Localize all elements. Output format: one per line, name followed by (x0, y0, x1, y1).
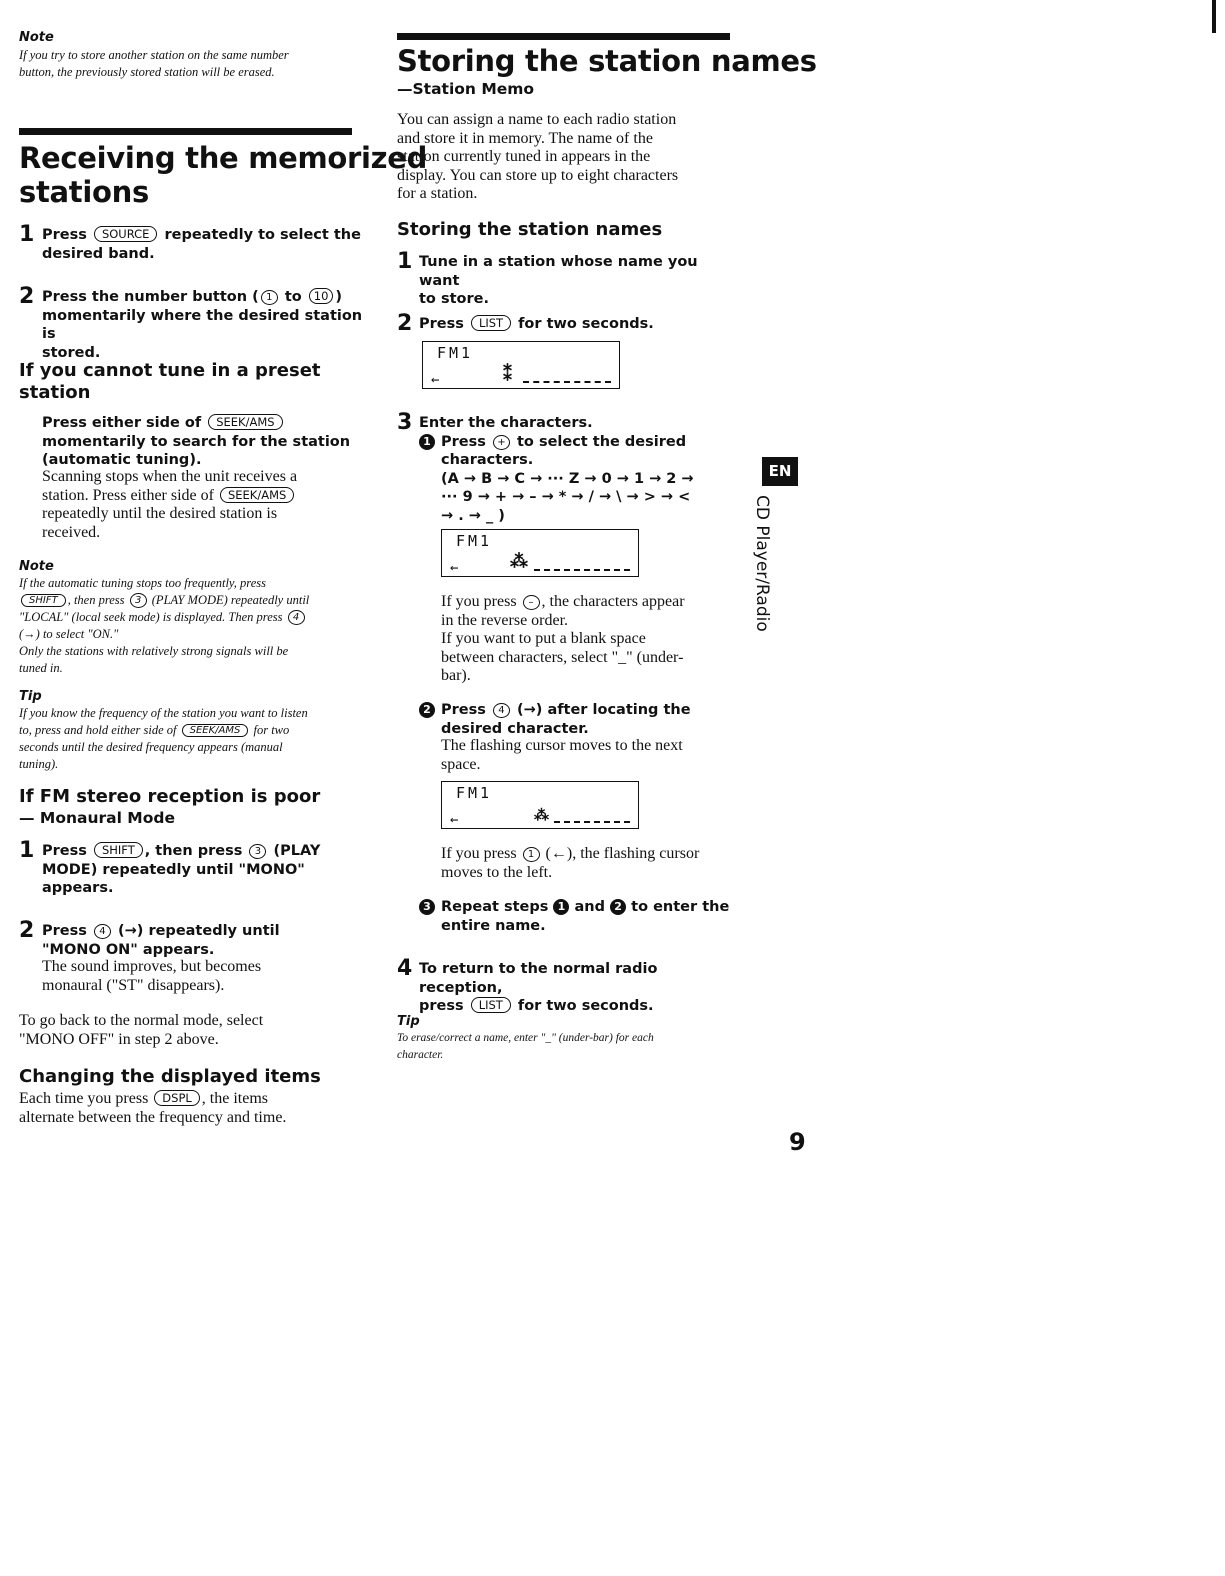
language-tab: EN (762, 457, 798, 486)
subheading-monaural: — Monaural Mode (19, 809, 175, 827)
note-line: If the automatic tuning stops too frequently, press (19, 576, 266, 590)
mono-off-text (19, 1012, 359, 1049)
char-sequence: ··· 9 → + → – → * → / → \ → > → < (441, 489, 691, 505)
lcd-band-text: FM1 (456, 784, 493, 802)
step-text: Press (42, 843, 87, 859)
step-text: and (574, 899, 606, 915)
body-line: moves to the left. (441, 863, 553, 881)
section-title-receiving (19, 141, 427, 209)
body-line: The flashing cursor moves to the next (441, 737, 683, 754)
step-bullet: 1 (553, 899, 569, 915)
step-text: Press (441, 433, 486, 450)
body-line: between characters, select "_" (under- (441, 648, 684, 666)
step-text: (→) repeatedly until (118, 923, 280, 939)
body-line: You can assign a name to each radio station (397, 111, 677, 128)
step-text: appears. (42, 880, 114, 896)
shift-button: SHIFT (21, 594, 66, 607)
step-text: (automatic tuning). (42, 452, 202, 468)
substep-3 (419, 898, 739, 935)
edge-mark (1212, 0, 1216, 33)
lcd-display (422, 341, 620, 389)
tip-line: If you know the frequency of the station you want to listen (19, 706, 308, 720)
seek-ams-button: SEEK/AMS (220, 487, 294, 503)
left-arrow-icon: ← (450, 812, 459, 828)
step-text: To return to the normal radio reception, (419, 961, 658, 996)
step-bullet: 2 (610, 899, 626, 915)
body-line: If you press (441, 845, 517, 862)
body-line: , the characters appear (541, 593, 685, 610)
subheading-displayed-items: Changing the displayed items (19, 1066, 321, 1087)
subheading-cannot-tune (19, 360, 321, 404)
plus-button: + (493, 435, 510, 450)
step-1-text (42, 226, 362, 263)
list-button: LIST (471, 997, 511, 1013)
step-text: (→) after locating the (517, 702, 691, 718)
body-line: alternate between the frequency and time. (19, 1108, 287, 1126)
lcd-char-placeholders (554, 821, 630, 823)
tip-label: Tip (397, 1014, 420, 1029)
step-text: Press (441, 702, 486, 718)
tip-line: seconds until the desired frequency appears (manual (19, 740, 283, 754)
store-step-3 (419, 414, 749, 525)
tip-line: To erase/correct a name, enter "_" (under-bar) for each (397, 1032, 654, 1044)
body-line: Scanning stops when the unit receives a (42, 468, 298, 485)
step-text: Press (42, 923, 87, 939)
store-step-1 (419, 253, 739, 309)
cursor-flash-icon: ⁑ (503, 364, 512, 385)
step-number: 2 (397, 311, 413, 336)
step-text: press (419, 998, 464, 1014)
mono-step-2 (42, 922, 362, 959)
button-10: 10 (309, 288, 334, 304)
section-side-label: CD Player/Radio (752, 495, 772, 632)
lcd-display (441, 781, 639, 829)
step-text: to store. (419, 291, 489, 307)
step-text: Press either side of (42, 415, 202, 431)
note-label: Note (19, 30, 54, 45)
title-line: stations (19, 175, 149, 209)
body-line: station currently tuned in appears in the (397, 148, 651, 165)
intro-text (397, 111, 737, 204)
step-text: characters. (441, 452, 534, 468)
section-subtitle: —Station Memo (397, 80, 535, 98)
subheading-storing: Storing the station names (397, 219, 663, 240)
step-text: to (284, 289, 302, 305)
step-text: Press the number button ( (42, 289, 259, 305)
step-text: to enter the (631, 899, 730, 915)
displayed-items-text (19, 1090, 359, 1127)
note-label: Note (19, 559, 54, 574)
note-line: , then press (67, 593, 125, 607)
button-4: 4 (288, 610, 305, 625)
section-rule (19, 128, 352, 135)
step-number: 1 (397, 249, 413, 274)
step-bullet: 1 (419, 434, 435, 450)
tip-text (397, 1030, 737, 1064)
cannot-tune-body (42, 468, 362, 542)
step-text: momentarily where the desired station is (42, 307, 363, 342)
heading-line: If you cannot tune in a preset (19, 360, 321, 381)
body-line: received. (42, 523, 101, 541)
button-3: 3 (249, 844, 266, 859)
body-line: (←), the flashing cursor (545, 845, 700, 862)
step-text: MODE) repeatedly until "MONO" (42, 861, 305, 878)
tip-line: to, press and hold either side of (19, 723, 177, 737)
body-line: The sound improves, but becomes (42, 958, 262, 975)
body-line: Each time you press (19, 1090, 149, 1107)
step-text: stored. (42, 344, 101, 361)
move-left-text (441, 845, 741, 882)
cursor-moves-text (441, 737, 741, 774)
char-sequence: (A → B → C → ··· Z → 0 → 1 → 2 → (441, 470, 694, 487)
lcd-char-placeholders (523, 381, 611, 383)
tip-label: Tip (19, 689, 42, 704)
left-arrow-icon: ← (431, 372, 440, 388)
body-line: monaural ("ST" disappears). (42, 976, 225, 994)
step-2-text (42, 288, 372, 362)
title-line: Receiving the memorized (19, 141, 428, 175)
body-line: If you press (441, 593, 517, 610)
step-text: for two seconds. (517, 998, 654, 1014)
button-3: 3 (130, 593, 147, 608)
step-text: repeatedly to select the (164, 227, 361, 243)
step-number: 4 (397, 956, 413, 981)
lcd-band-text: FM1 (456, 532, 493, 550)
step-number: 3 (397, 410, 413, 435)
left-arrow-icon: ← (450, 560, 459, 576)
tip-line: for two (253, 723, 290, 737)
store-step-2 (419, 315, 739, 334)
note-line: button, the previously stored station will be erased. (19, 65, 275, 79)
step-text: (PLAY (273, 843, 321, 859)
tip-text (19, 705, 364, 773)
reverse-order-text (441, 593, 741, 686)
substep-2 (419, 701, 739, 738)
note-text (19, 575, 359, 677)
body-line: and store it in memory. The name of the (397, 129, 653, 147)
step-text: desired character. (441, 720, 589, 737)
mono-step-1 (42, 842, 362, 898)
step-text: desired band. (42, 245, 155, 262)
note-line: "LOCAL" (local seek mode) is displayed. Then press (19, 610, 283, 624)
seek-ams-button: SEEK/AMS (208, 414, 282, 430)
seek-ams-button: SEEK/AMS (182, 724, 249, 737)
step-text: "MONO ON" appears. (42, 941, 215, 958)
button-1: 1 (523, 847, 540, 862)
step-number: 2 (19, 918, 35, 943)
body-line: bar). (441, 667, 471, 684)
lcd-band-text: FM1 (437, 344, 474, 362)
body-line: space. (441, 755, 481, 773)
step-text: Repeat steps (441, 899, 549, 915)
note-line: (→) to select "ON." (19, 627, 119, 641)
step-text: Press (419, 316, 464, 332)
step-text: for two seconds. (518, 316, 654, 332)
shift-button: SHIFT (94, 842, 143, 858)
cursor-flash-icon: ⁂ (510, 551, 528, 572)
note-line: If you try to store another station on the same number (19, 48, 289, 62)
step-text: Enter the characters. (419, 415, 593, 431)
body-line: in the reverse order. (441, 611, 569, 629)
step-number: 1 (19, 222, 35, 247)
body-line: , the items (201, 1090, 269, 1107)
step-text: momentarily to search for the station (42, 433, 351, 450)
body-line: To go back to the normal mode, select (19, 1012, 264, 1029)
section-title-storing: Storing the station names (397, 44, 817, 78)
step-number: 1 (19, 838, 35, 863)
subheading-fm-stereo: If FM stereo reception is poor (19, 786, 321, 807)
step-bullet: 2 (419, 702, 435, 718)
step-text: ) (335, 289, 343, 305)
cannot-tune-instruction (42, 414, 362, 470)
section-rule (397, 33, 730, 40)
body-line: repeatedly until the desired station is (42, 505, 278, 522)
page-number: 9 (789, 1128, 806, 1156)
store-step-4 (419, 960, 739, 1016)
heading-line: station (19, 382, 91, 403)
lcd-display (441, 529, 639, 577)
body-line: display. You can store up to eight characters (397, 166, 679, 184)
step-text: Press (42, 227, 87, 243)
button-4: 4 (493, 703, 510, 718)
tip-line: tuning). (19, 757, 59, 771)
lcd-char-placeholders (534, 569, 630, 571)
mono-step-2-body (42, 958, 362, 995)
note-text (19, 47, 289, 81)
tip-line: character. (397, 1049, 444, 1061)
button-4: 4 (94, 924, 111, 939)
body-line: If you want to put a blank space (441, 630, 646, 647)
minus-button: – (523, 595, 540, 610)
button-1: 1 (261, 290, 278, 305)
body-line: station. Press either side of (42, 486, 214, 504)
cursor-flash-icon: ⁂ (534, 806, 549, 824)
step-text: , then press (144, 843, 243, 859)
step-text: entire name. (441, 917, 546, 934)
char-sequence: → . → _ ) (441, 507, 505, 524)
step-bullet: 3 (419, 899, 435, 915)
note-line: Only the stations with relatively strong signals will be (19, 644, 289, 658)
step-text: to select the desired (517, 433, 687, 450)
note-line: tuned in. (19, 661, 63, 675)
note-line: (PLAY MODE) repeatedly until (151, 593, 310, 607)
step-number: 2 (19, 284, 35, 309)
step-text: Tune in a station whose name you want (419, 254, 698, 289)
dspl-button: DSPL (154, 1090, 200, 1106)
body-line: "MONO OFF" in step 2 above. (19, 1030, 219, 1048)
list-button: LIST (471, 315, 511, 331)
body-line: for a station. (397, 185, 478, 202)
source-button: SOURCE (94, 226, 157, 242)
